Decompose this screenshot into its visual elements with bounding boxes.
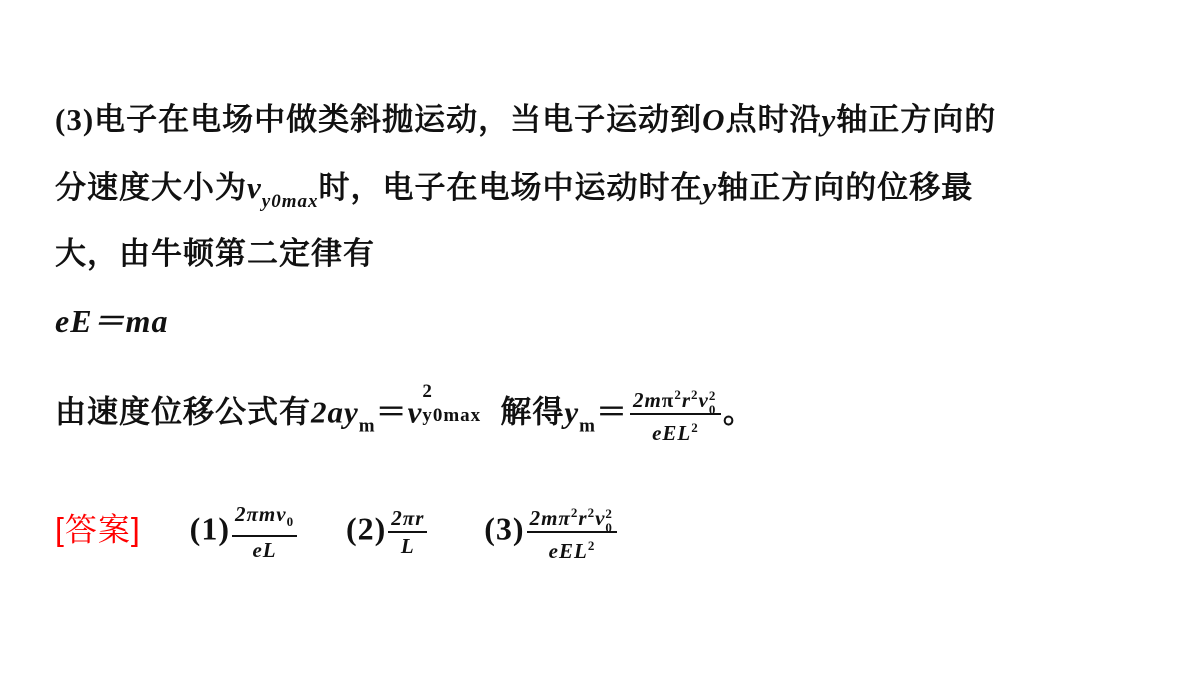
- result-numerator: [630, 382, 721, 415]
- num-v-sub: 0: [708, 402, 717, 417]
- answer-3-v-scripts: [605, 506, 614, 535]
- answer-2-fraction: [388, 505, 427, 559]
- equals-sign-2: ＝: [595, 394, 628, 430]
- equals-sign: ＝: [375, 394, 408, 430]
- answer-3-num-a: 2mπ: [529, 506, 571, 530]
- answer-1-num-sub: 0: [286, 514, 295, 529]
- answer-3-fraction: [527, 500, 618, 564]
- answer-3-v-sup: 2: [605, 506, 613, 521]
- text-line-2: [55, 162, 973, 213]
- answer-item-2: [346, 505, 429, 559]
- text-line-1: [55, 94, 996, 139]
- text-line-3: [55, 228, 375, 273]
- point-o: O: [702, 102, 726, 137]
- lhs-subscript: m: [358, 415, 376, 437]
- answer-3-den-sup: 2: [587, 538, 596, 553]
- line2-text-b: 时，电子在电场中运动时在: [318, 170, 703, 206]
- num-sup-2: 2: [691, 387, 699, 402]
- answer-1-denominator: eL: [252, 538, 277, 562]
- answer-3-num-sup1: 2: [570, 505, 579, 520]
- answer-1-numerator: [232, 501, 297, 537]
- line5-text-b: 解得: [500, 394, 565, 431]
- line5-text-a: 由速度位移公式有: [55, 394, 311, 431]
- equation-newton: [55, 296, 168, 342]
- answer-3-denominator: [527, 533, 618, 564]
- y-max-subscript: m: [579, 415, 596, 437]
- velocity-symbol: v: [247, 170, 262, 205]
- velocity-subscript: y0max: [261, 191, 319, 212]
- line1-text-b: 点时沿: [725, 102, 822, 138]
- result-denominator: [630, 415, 721, 446]
- velocity-subscript-2: y0max: [422, 404, 482, 426]
- y-max-symbol: y: [564, 394, 580, 430]
- answer-3-num-v: v: [595, 506, 606, 530]
- answer-3-den-text: eEL: [548, 539, 588, 563]
- num-sup-1: 2: [674, 387, 682, 402]
- answer-item-1: [190, 501, 299, 563]
- velocity-symbol-2: v: [407, 394, 423, 430]
- answer-3-v-sub: 0: [605, 520, 613, 535]
- equation-newton-text: eE＝ma: [55, 303, 169, 339]
- num-v-sup: 2: [708, 388, 717, 403]
- lhs-expression: 2ay: [311, 394, 359, 430]
- num-v: v: [698, 388, 709, 412]
- num-r: r: [681, 388, 691, 412]
- den-part: eEL: [652, 421, 692, 445]
- answer-3-num-sup2: 2: [587, 505, 596, 520]
- num-pi: π: [661, 388, 675, 412]
- result-fraction: [630, 382, 721, 446]
- answer-line: [55, 500, 619, 564]
- answer-3-num-r: r: [578, 506, 588, 530]
- answer-2-denominator: L: [400, 534, 415, 558]
- line1-text-c: 轴正方向的: [836, 102, 997, 138]
- answer-label: [答案]: [55, 511, 141, 548]
- den-sup: 2: [691, 420, 699, 435]
- y-axis-symbol-2: y: [702, 170, 718, 205]
- y-axis-symbol: y: [821, 102, 837, 137]
- line2-text-a: 分速度大小为: [55, 170, 247, 206]
- text-line-5: [55, 382, 755, 446]
- answer-1-num-text: 2πmv: [234, 502, 287, 526]
- answer-1-fraction: [232, 501, 297, 563]
- num-v-scripts: [708, 388, 718, 417]
- velocity-scripts: [422, 380, 500, 426]
- period: 。: [722, 394, 755, 431]
- answer-2-numerator: 2πr: [388, 505, 427, 533]
- part-label: (3): [55, 102, 95, 137]
- velocity-superscript: 2: [422, 380, 433, 402]
- answer-item-3: [484, 500, 619, 564]
- answer-2-label: (2): [345, 510, 387, 547]
- num-part-a: 2m: [632, 388, 662, 412]
- answer-3-numerator: [527, 500, 618, 533]
- line3-text: 大，由牛顿第二定律有: [55, 236, 375, 272]
- answer-1-label: (1): [189, 510, 230, 547]
- line1-text-a: 电子在电场中做类斜抛运动，当电子运动到: [94, 102, 703, 138]
- line2-text-c: 轴正方向的位移最: [717, 170, 974, 206]
- answer-3-label: (3): [484, 510, 525, 547]
